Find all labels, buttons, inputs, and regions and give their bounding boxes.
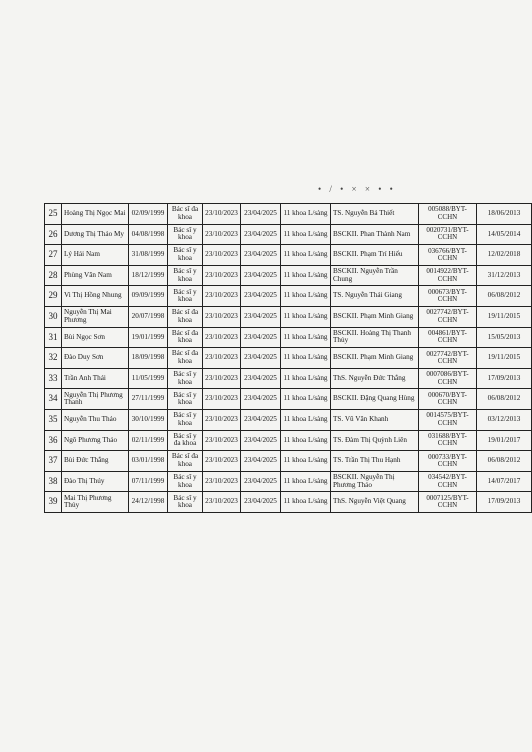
scan-header-mark: • / • × × • • (318, 184, 396, 194)
start-date: 23/10/2023 (203, 430, 241, 451)
table-row (45, 451, 532, 472)
certificate-issue-date: 17/09/2013 (477, 492, 532, 513)
trainee-name: Phùng Văn Nam (62, 265, 129, 286)
certificate-issue-date: 14/05/2014 (477, 224, 532, 245)
end-date: 23/04/2025 (241, 265, 281, 286)
supervisor-name: TS. Nguyễn Thái Giang (331, 286, 419, 307)
rotation-departments: 11 khoa L/sàng (281, 265, 331, 286)
table-row (45, 286, 532, 307)
trainee-roster-table (44, 203, 532, 513)
certificate-issue-date: 15/05/2013 (477, 327, 532, 348)
table-row (45, 204, 532, 225)
date-of-birth: 19/01/1999 (129, 327, 168, 348)
row-number: 33 (45, 368, 62, 389)
trainee-name: Lý Hải Nam (62, 245, 129, 266)
date-of-birth: 07/11/1999 (129, 471, 168, 492)
row-number: 28 (45, 265, 62, 286)
certificate-number: 000733/BYT-CCHN (419, 451, 477, 472)
qualification: Bác sĩ đa khoa (168, 306, 203, 327)
supervisor-name: BSCKII. Hoàng Thị Thanh Thủy (331, 327, 419, 348)
date-of-birth: 04/08/1998 (129, 224, 168, 245)
end-date: 23/04/2025 (241, 245, 281, 266)
supervisor-name: BSCKII. Đặng Quang Hùng (331, 389, 419, 410)
certificate-issue-date: 19/11/2015 (477, 306, 532, 327)
supervisor-name: BSCKII. Phạm Minh Giang (331, 348, 419, 369)
start-date: 23/10/2023 (203, 204, 241, 225)
table-row (45, 368, 532, 389)
trainee-name: Bùi Ngọc Sơn (62, 327, 129, 348)
date-of-birth: 18/09/1998 (129, 348, 168, 369)
certificate-issue-date: 06/08/2012 (477, 286, 532, 307)
qualification: Bác sĩ y khoa (168, 409, 203, 430)
qualification: Bác sĩ đa khoa (168, 204, 203, 225)
certificate-number: 0007125/BYT-CCHN (419, 492, 477, 513)
certificate-number: 034542/BYT-CCHN (419, 471, 477, 492)
row-number: 25 (45, 204, 62, 225)
rotation-departments: 11 khoa L/sàng (281, 348, 331, 369)
row-number: 26 (45, 224, 62, 245)
certificate-number: 004861/BYT-CCHN (419, 327, 477, 348)
row-number: 35 (45, 409, 62, 430)
certificate-issue-date: 14/07/2017 (477, 471, 532, 492)
row-number: 34 (45, 389, 62, 410)
table-row (45, 327, 532, 348)
certificate-number: 0027742/BYT-CCHN (419, 306, 477, 327)
trainee-name: Trần Anh Thái (62, 368, 129, 389)
rotation-departments: 11 khoa L/sàng (281, 492, 331, 513)
date-of-birth: 31/08/1999 (129, 245, 168, 266)
supervisor-name: BSCKII. Phan Thành Nam (331, 224, 419, 245)
table-row (45, 348, 532, 369)
date-of-birth: 09/09/1999 (129, 286, 168, 307)
rotation-departments: 11 khoa L/sàng (281, 204, 331, 225)
supervisor-name: TS. Nguyễn Bá Thiết (331, 204, 419, 225)
end-date: 23/04/2025 (241, 286, 281, 307)
roster-body (45, 204, 532, 513)
date-of-birth: 30/10/1999 (129, 409, 168, 430)
certificate-number: 005088/BYT-CCHN (419, 204, 477, 225)
trainee-name: Vi Thị Hồng Nhung (62, 286, 129, 307)
start-date: 23/10/2023 (203, 348, 241, 369)
row-number: 29 (45, 286, 62, 307)
table-row (45, 492, 532, 513)
date-of-birth: 02/11/1999 (129, 430, 168, 451)
table-row (45, 306, 532, 327)
end-date: 23/04/2025 (241, 409, 281, 430)
end-date: 23/04/2025 (241, 327, 281, 348)
table-row (45, 389, 532, 410)
end-date: 23/04/2025 (241, 492, 281, 513)
trainee-name: Dương Thị Thảo My (62, 224, 129, 245)
supervisor-name: TS. Vũ Văn Khanh (331, 409, 419, 430)
certificate-issue-date: 19/01/2017 (477, 430, 532, 451)
start-date: 23/10/2023 (203, 409, 241, 430)
certificate-number: 0007086/BYT-CCHN (419, 368, 477, 389)
rotation-departments: 11 khoa L/sàng (281, 224, 331, 245)
trainee-name: Đào Duy Sơn (62, 348, 129, 369)
qualification: Bác sĩ y khoa (168, 471, 203, 492)
supervisor-name: ThS. Nguyễn Đức Thắng (331, 368, 419, 389)
start-date: 23/10/2023 (203, 245, 241, 266)
trainee-name: Đào Thị Thúy (62, 471, 129, 492)
row-number: 39 (45, 492, 62, 513)
rotation-departments: 11 khoa L/sàng (281, 409, 331, 430)
qualification: Bác sĩ đa khoa (168, 348, 203, 369)
table-row (45, 245, 532, 266)
end-date: 23/04/2025 (241, 368, 281, 389)
qualification: Bác sĩ y khoa (168, 492, 203, 513)
certificate-number: 000670/BYT-CCHN (419, 389, 477, 410)
qualification: Bác sĩ y khoa (168, 286, 203, 307)
rotation-departments: 11 khoa L/sàng (281, 286, 331, 307)
table-row (45, 265, 532, 286)
end-date: 23/04/2025 (241, 430, 281, 451)
date-of-birth: 24/12/1998 (129, 492, 168, 513)
end-date: 23/04/2025 (241, 204, 281, 225)
row-number: 37 (45, 451, 62, 472)
certificate-number: 031688/BYT-CCHN (419, 430, 477, 451)
row-number: 31 (45, 327, 62, 348)
date-of-birth: 11/05/1999 (129, 368, 168, 389)
date-of-birth: 27/11/1999 (129, 389, 168, 410)
certificate-issue-date: 19/11/2015 (477, 348, 532, 369)
end-date: 23/04/2025 (241, 348, 281, 369)
date-of-birth: 18/12/1999 (129, 265, 168, 286)
certificate-issue-date: 18/06/2013 (477, 204, 532, 225)
table-row (45, 409, 532, 430)
table-row (45, 224, 532, 245)
qualification: Bác sĩ y đa khoa (168, 430, 203, 451)
certificate-issue-date: 17/09/2013 (477, 368, 532, 389)
supervisor-name: BSCKII. Nguyễn Trần Chung (331, 265, 419, 286)
certificate-number: 0020731/BYT-CCHN (419, 224, 477, 245)
rotation-departments: 11 khoa L/sàng (281, 389, 331, 410)
trainee-name: Ngô Phương Thảo (62, 430, 129, 451)
row-number: 36 (45, 430, 62, 451)
qualification: Bác sĩ y khoa (168, 368, 203, 389)
certificate-issue-date: 06/08/2012 (477, 389, 532, 410)
date-of-birth: 03/01/1998 (129, 451, 168, 472)
qualification: Bác sĩ y khoa (168, 389, 203, 410)
certificate-issue-date: 06/08/2012 (477, 451, 532, 472)
rotation-departments: 11 khoa L/sàng (281, 471, 331, 492)
trainee-name: Mai Thị Phương Thủy (62, 492, 129, 513)
rotation-departments: 11 khoa L/sàng (281, 327, 331, 348)
rotation-departments: 11 khoa L/sàng (281, 451, 331, 472)
end-date: 23/04/2025 (241, 471, 281, 492)
trainee-name: Hoàng Thị Ngọc Mai (62, 204, 129, 225)
supervisor-name: BSCKII. Phạm Trí Hiếu (331, 245, 419, 266)
qualification: Bác sĩ y khoa (168, 265, 203, 286)
rotation-departments: 11 khoa L/sàng (281, 368, 331, 389)
qualification: Bác sĩ đa khoa (168, 327, 203, 348)
date-of-birth: 20/07/1998 (129, 306, 168, 327)
start-date: 23/10/2023 (203, 451, 241, 472)
supervisor-name: BSCKII. Nguyễn Thị Phương Thảo (331, 471, 419, 492)
start-date: 23/10/2023 (203, 306, 241, 327)
certificate-number: 0027742/BYT-CCHN (419, 348, 477, 369)
trainee-name: Nguyễn Thu Thảo (62, 409, 129, 430)
table-row (45, 430, 532, 451)
row-number: 38 (45, 471, 62, 492)
row-number: 32 (45, 348, 62, 369)
table-row (45, 471, 532, 492)
qualification: Bác sĩ y khoa (168, 245, 203, 266)
start-date: 23/10/2023 (203, 492, 241, 513)
start-date: 23/10/2023 (203, 224, 241, 245)
supervisor-name: TS. Đàm Thị Quỳnh Liên (331, 430, 419, 451)
supervisor-name: TS. Trần Thị Thu Hạnh (331, 451, 419, 472)
start-date: 23/10/2023 (203, 368, 241, 389)
trainee-name: Nguyễn Thị Phương Thanh (62, 389, 129, 410)
certificate-number: 000673/BYT-CCHN (419, 286, 477, 307)
start-date: 23/10/2023 (203, 471, 241, 492)
certificate-issue-date: 31/12/2013 (477, 265, 532, 286)
rotation-departments: 11 khoa L/sàng (281, 430, 331, 451)
certificate-number: 036766/BYT-CCHN (419, 245, 477, 266)
trainee-name: Bùi Đức Thắng (62, 451, 129, 472)
start-date: 23/10/2023 (203, 389, 241, 410)
certificate-number: 0014922/BYT-CCHN (419, 265, 477, 286)
rotation-departments: 11 khoa L/sàng (281, 245, 331, 266)
start-date: 23/10/2023 (203, 265, 241, 286)
start-date: 23/10/2023 (203, 286, 241, 307)
supervisor-name: ThS. Nguyễn Việt Quang (331, 492, 419, 513)
certificate-issue-date: 12/02/2018 (477, 245, 532, 266)
certificate-number: 0014575/BYT-CCHN (419, 409, 477, 430)
certificate-issue-date: 03/12/2013 (477, 409, 532, 430)
date-of-birth: 02/09/1999 (129, 204, 168, 225)
end-date: 23/04/2025 (241, 306, 281, 327)
row-number: 27 (45, 245, 62, 266)
trainee-name: Nguyễn Thị Mai Phương (62, 306, 129, 327)
end-date: 23/04/2025 (241, 389, 281, 410)
supervisor-name: BSCKII. Phạm Minh Giang (331, 306, 419, 327)
start-date: 23/10/2023 (203, 327, 241, 348)
qualification: Bác sĩ đa khoa (168, 451, 203, 472)
row-number: 30 (45, 306, 62, 327)
rotation-departments: 11 khoa L/sàng (281, 306, 331, 327)
end-date: 23/04/2025 (241, 224, 281, 245)
qualification: Bác sĩ y khoa (168, 224, 203, 245)
end-date: 23/04/2025 (241, 451, 281, 472)
